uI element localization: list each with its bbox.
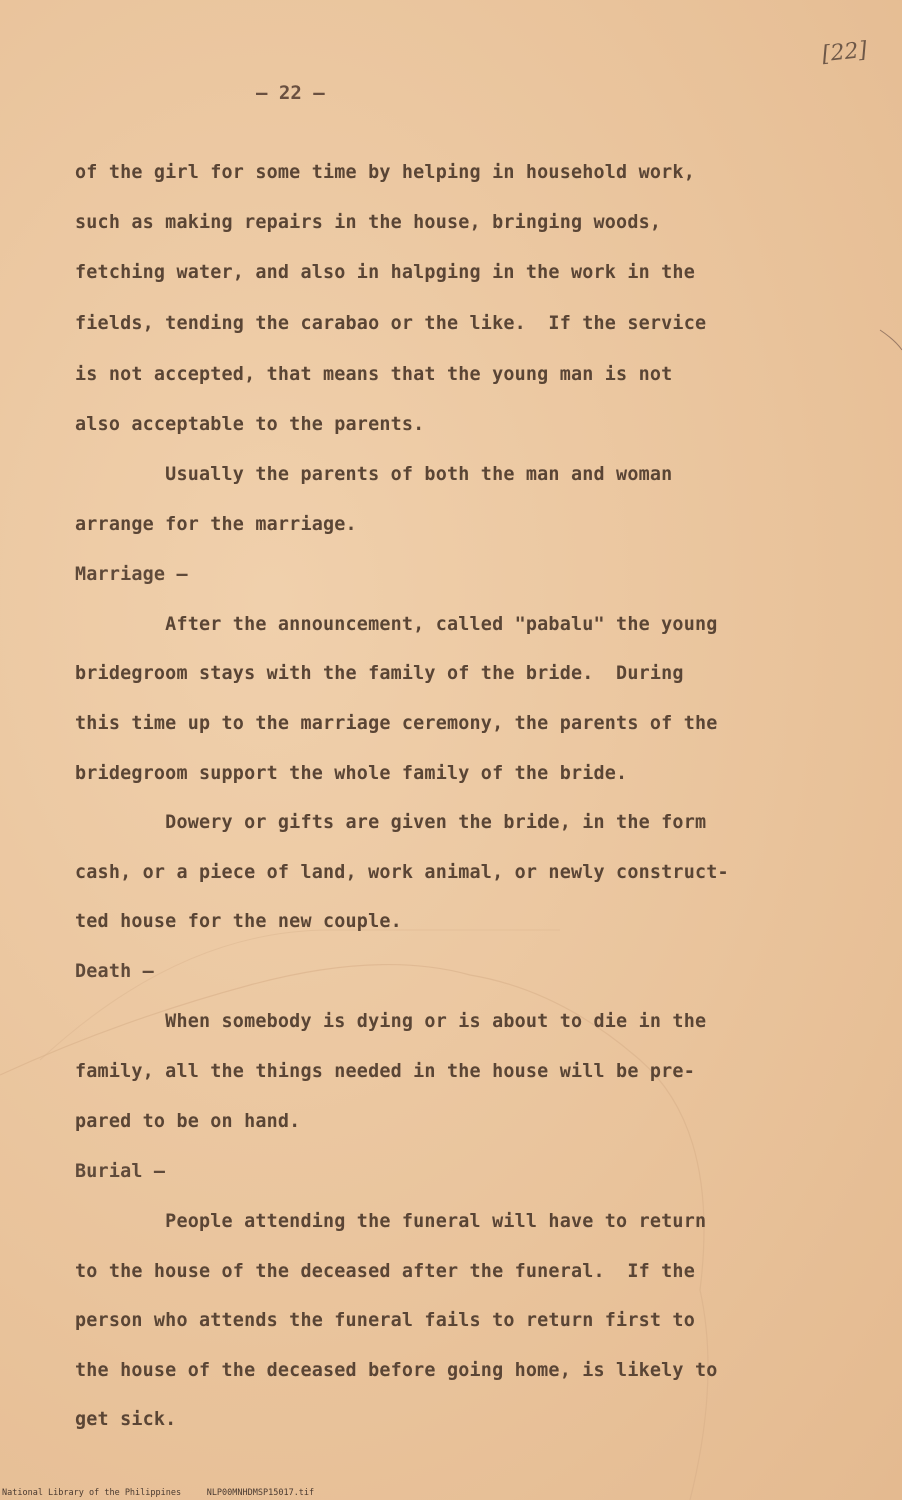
- text-line: When somebody is dying or is about to die in the: [75, 1011, 707, 1032]
- text-line: to the house of the deceased after the funeral. If the: [75, 1261, 695, 1282]
- text-line: fetching water, and also in halpging in the work in the: [75, 262, 695, 283]
- text-line: person who attends the funeral fails to return first to: [75, 1310, 695, 1331]
- text-line: After the announcement, called "pabalu" the young: [75, 614, 718, 635]
- text-line: Dowery or gifts are given the bride, in the form: [75, 812, 707, 833]
- text-line: is not accepted, that means that the young man is not: [75, 364, 673, 385]
- text-line: Usually the parents of both the man and woman: [75, 464, 673, 485]
- section-heading-burial: Burial –: [75, 1161, 166, 1182]
- text-line: pared to be on hand.: [75, 1111, 301, 1132]
- text-line: get sick.: [75, 1409, 177, 1430]
- text-line: bridegroom stays with the family of the bride. During: [75, 663, 684, 684]
- section-heading-death: Death –: [75, 961, 154, 982]
- text-line: family, all the things needed in the house will be pre-: [75, 1061, 695, 1082]
- text-line: bridegroom support the whole family of the bride.: [75, 763, 628, 784]
- text-line: arrange for the marriage.: [75, 514, 357, 535]
- text-line: People attending the funeral will have to return: [75, 1211, 707, 1232]
- text-line: the house of the deceased before going home, is likely to: [75, 1360, 718, 1381]
- archive-footer-caption: National Library of the Philippines NLP00MNHDMSP15017.tif: [2, 1488, 315, 1498]
- page-number: – 22 –: [256, 82, 325, 104]
- text-line: ted house for the new couple.: [75, 911, 402, 932]
- text-line: cash, or a piece of land, work animal, or newly construct-: [75, 862, 729, 883]
- handwritten-page-annotation: [22]: [820, 37, 869, 68]
- text-line: this time up to the marriage ceremony, the parents of the: [75, 713, 718, 734]
- section-heading-marriage: Marriage –: [75, 564, 188, 585]
- text-line: such as making repairs in the house, bringing woods,: [75, 212, 662, 233]
- text-line: fields, tending the carabao or the like. If the service: [75, 313, 707, 334]
- text-line: of the girl for some time by helping in household work,: [75, 162, 695, 183]
- text-line: also acceptable to the parents.: [75, 414, 425, 435]
